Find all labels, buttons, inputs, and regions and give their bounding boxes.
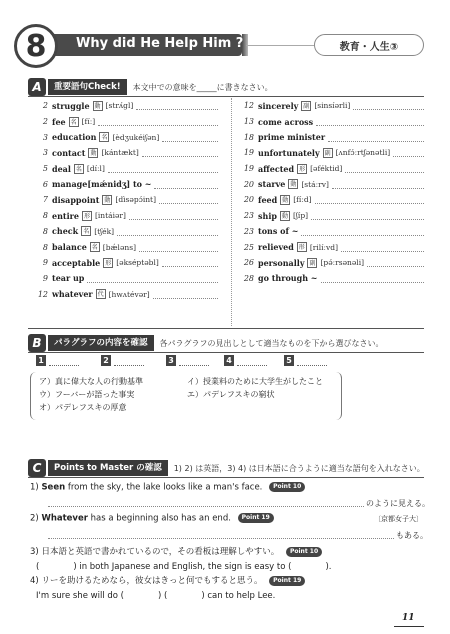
lesson-title: Why did He Help Him ? bbox=[76, 36, 244, 51]
pronunciation: [èdʒukéiʃən] bbox=[112, 132, 160, 142]
line-number: 3 bbox=[42, 132, 48, 142]
vocab-word: check bbox=[52, 226, 79, 237]
vocab-word: struggle bbox=[52, 100, 90, 111]
vocab-word: manage[mǽnidʒ] to ~ bbox=[52, 179, 152, 190]
pronunciation: [ʌnfɔ́ːrtʃənətli] bbox=[335, 148, 391, 158]
vocab-item bbox=[234, 145, 424, 161]
vocab-item bbox=[28, 98, 218, 114]
exercise-label: 3) bbox=[30, 547, 39, 557]
meaning-blank[interactable] bbox=[316, 117, 424, 126]
point-badge: Point 19 bbox=[238, 513, 274, 523]
section-b-header bbox=[28, 334, 384, 352]
section-a-rule bbox=[28, 96, 424, 97]
heading-choices bbox=[30, 372, 342, 420]
meaning-blank[interactable] bbox=[341, 243, 424, 252]
vocab-word: affected bbox=[258, 163, 295, 174]
part-of-speech: 形 bbox=[83, 212, 90, 220]
section-a-header bbox=[28, 78, 273, 96]
vocab-word: entire bbox=[52, 210, 79, 221]
line-number: 8 bbox=[42, 226, 48, 236]
vocab-item bbox=[28, 129, 218, 145]
answer-blank[interactable] bbox=[49, 356, 79, 366]
part-of-speech: 形 bbox=[299, 165, 306, 173]
meaning-blank[interactable] bbox=[328, 133, 424, 142]
line-number: 6 bbox=[42, 179, 48, 189]
line-number: 20 bbox=[243, 195, 254, 205]
line-number: 19 bbox=[243, 148, 254, 158]
section-a-instruction: 本文中での意味を_____に書きなさい。 bbox=[132, 82, 273, 92]
part-of-speech: 形 bbox=[105, 259, 112, 267]
part-of-speech: 代 bbox=[97, 291, 104, 299]
answer-blank[interactable] bbox=[297, 356, 327, 366]
lesson-header bbox=[14, 24, 424, 64]
meaning-blank[interactable] bbox=[321, 274, 425, 283]
line-number: 2 bbox=[42, 117, 48, 127]
part-of-speech: 名 bbox=[83, 228, 90, 236]
exercise-label: 1) bbox=[30, 482, 39, 493]
vocab-item bbox=[28, 255, 218, 271]
pronunciation: [rilíːvd] bbox=[309, 242, 339, 252]
answer-blank[interactable] bbox=[114, 356, 144, 366]
vocab-item bbox=[28, 239, 218, 255]
pronunciation: [hwʌtévər] bbox=[108, 289, 150, 299]
choice-item: オ）パデレフスキの厚意 bbox=[39, 403, 127, 412]
point-badge: Point 19 bbox=[269, 576, 305, 586]
vocab-item bbox=[28, 192, 218, 208]
vocab-word: whatever bbox=[52, 289, 93, 300]
paragraph-answer bbox=[101, 355, 144, 366]
meaning-blank[interactable] bbox=[393, 148, 424, 157]
vocab-word: education bbox=[52, 132, 97, 143]
answer-blank[interactable] bbox=[237, 356, 267, 366]
section-a-title: 重要語句Check! bbox=[48, 79, 127, 95]
vocab-word: sincerely bbox=[258, 100, 299, 111]
pronunciation: [tʃék] bbox=[94, 226, 115, 236]
vocab-word: unfortunately bbox=[258, 147, 320, 158]
pronunciation: [sinsíərli] bbox=[314, 101, 351, 111]
part-of-speech: 動 bbox=[104, 196, 111, 204]
vocab-word: relieved bbox=[258, 242, 294, 253]
paragraph-answer-row bbox=[36, 355, 376, 369]
lesson-number: 8 bbox=[14, 24, 58, 68]
line-number: 13 bbox=[243, 117, 254, 127]
vocab-word: come across bbox=[258, 116, 314, 127]
choice-item: ア）真に偉大な人の行動基準 bbox=[39, 377, 143, 386]
choice-row bbox=[39, 401, 333, 414]
vocab-list bbox=[28, 98, 424, 326]
part-of-speech: 副 bbox=[324, 149, 331, 157]
vocab-item bbox=[234, 129, 424, 145]
meaning-blank[interactable] bbox=[353, 101, 424, 110]
meaning-blank[interactable] bbox=[345, 164, 424, 173]
line-number: 9 bbox=[42, 273, 48, 283]
vocab-item bbox=[234, 192, 424, 208]
exercise-label: 4) bbox=[30, 576, 39, 586]
section-c-badge: C bbox=[28, 459, 46, 477]
section-c-instruction: 1) 2) は英語，3) 4) は日本語に合うように適当な語句を入れなさい。 bbox=[173, 463, 425, 473]
meaning-blank[interactable] bbox=[139, 243, 218, 252]
exercise-3-blank-sentence[interactable]: ( ) in both Japanese and English, the sign is easy to ( ). bbox=[36, 562, 332, 572]
paragraph-answer bbox=[166, 355, 209, 366]
paragraph-number: 2 bbox=[101, 355, 111, 366]
pronunciation: [fíː] bbox=[81, 117, 96, 127]
vocab-word: tear up bbox=[52, 273, 85, 284]
pronunciation: [strʌ́gl] bbox=[105, 101, 134, 111]
line-number: 23 bbox=[243, 226, 254, 236]
choice-item: ウ）フーバーが語った事実 bbox=[39, 390, 135, 399]
answer-line[interactable] bbox=[48, 506, 364, 507]
pronunciation: [kántækt] bbox=[101, 148, 139, 158]
vocab-word: acceptable bbox=[52, 257, 101, 268]
vocab-word: personally bbox=[258, 257, 305, 268]
paragraph-answer bbox=[36, 355, 79, 366]
vocab-item bbox=[234, 114, 424, 130]
vocab-item bbox=[28, 145, 218, 161]
section-c-header bbox=[28, 459, 425, 477]
meaning-blank[interactable] bbox=[142, 148, 218, 157]
meaning-blank[interactable] bbox=[117, 227, 218, 236]
page-number-rule bbox=[394, 626, 424, 627]
vocab-item bbox=[28, 161, 218, 177]
point-badge: Point 10 bbox=[286, 547, 322, 557]
vocab-item bbox=[28, 286, 218, 302]
meaning-blank[interactable] bbox=[162, 258, 218, 267]
vocab-word: prime minister bbox=[258, 132, 326, 143]
part-of-speech: 名 bbox=[101, 134, 108, 142]
vocab-word: go through ~ bbox=[258, 273, 318, 284]
line-number: 20 bbox=[243, 179, 254, 189]
answer-line[interactable] bbox=[48, 538, 394, 539]
section-b-instruction: 各パラグラフの見出しとして適当なものを下から選びなさい。 bbox=[159, 338, 384, 348]
exercise-sentence: 日本語と英語で書かれているので，その看板は理解しやすい。 bbox=[41, 547, 280, 557]
header-rule bbox=[246, 45, 314, 46]
meaning-blank[interactable] bbox=[311, 211, 424, 220]
line-number: 2 bbox=[42, 101, 48, 111]
exercise-sentence: from the sky, the lake looks like a man's face. bbox=[65, 482, 263, 493]
part-of-speech: 動 bbox=[290, 181, 297, 189]
point-badge: Point 10 bbox=[269, 482, 305, 492]
vocab-item bbox=[234, 98, 424, 114]
vocab-word: tons of ~ bbox=[258, 226, 299, 237]
part-of-speech: 名 bbox=[70, 118, 77, 126]
line-number: 8 bbox=[42, 242, 48, 252]
exercise-4 bbox=[30, 574, 305, 586]
section-b-badge: B bbox=[28, 334, 46, 352]
part-of-speech: 副 bbox=[309, 259, 316, 267]
part-of-speech: 形 bbox=[298, 244, 305, 252]
vocab-item bbox=[28, 224, 218, 240]
paragraph-number: 4 bbox=[224, 355, 234, 366]
exercise-label: 2) bbox=[30, 513, 39, 524]
vocab-item bbox=[234, 239, 424, 255]
vocab-item bbox=[234, 208, 424, 224]
exercise-keyword: Seen bbox=[41, 482, 66, 493]
meaning-blank[interactable] bbox=[332, 180, 424, 189]
pronunciation: [əkséptəbl] bbox=[116, 258, 159, 268]
part-of-speech: 動 bbox=[90, 149, 97, 157]
vocab-word: disappoint bbox=[52, 194, 100, 205]
answer-blank[interactable] bbox=[179, 356, 209, 366]
line-number: 3 bbox=[42, 148, 48, 158]
section-c-rule bbox=[28, 477, 424, 478]
vocab-item bbox=[234, 255, 424, 271]
vocab-word: feed bbox=[258, 194, 278, 205]
vocab-item bbox=[28, 114, 218, 130]
paragraph-number: 5 bbox=[284, 355, 294, 366]
line-number: 12 bbox=[37, 289, 48, 299]
meaning-blank[interactable] bbox=[108, 164, 218, 173]
pronunciation: [ʃíp] bbox=[292, 211, 309, 221]
pronunciation: [díːl] bbox=[86, 164, 105, 174]
vocab-column-right bbox=[234, 98, 424, 286]
pronunciation: [pə́ːrsənəli] bbox=[320, 258, 365, 268]
pronunciation: [əféktid] bbox=[310, 164, 343, 174]
meaning-blank[interactable] bbox=[159, 195, 218, 204]
part-of-speech: 動 bbox=[94, 102, 101, 110]
pronunciation: [bǽləns] bbox=[102, 242, 137, 252]
meaning-blank[interactable] bbox=[87, 274, 218, 283]
part-of-speech: 名 bbox=[75, 165, 82, 173]
line-number: 7 bbox=[42, 195, 48, 205]
choice-row bbox=[39, 375, 333, 388]
line-number: 5 bbox=[42, 164, 48, 174]
line-number: 23 bbox=[243, 211, 254, 221]
answer-suffix: のように見える。 bbox=[366, 499, 430, 508]
vocab-item bbox=[28, 208, 218, 224]
vocab-word: contact bbox=[52, 147, 86, 158]
part-of-speech: 副 bbox=[303, 102, 310, 110]
meaning-blank[interactable] bbox=[162, 133, 218, 142]
vocab-item bbox=[28, 176, 218, 192]
pronunciation: [stáːrv] bbox=[301, 179, 329, 189]
line-number: 19 bbox=[243, 164, 254, 174]
pronunciation: [fíːd] bbox=[293, 195, 312, 205]
section-c-title: Points to Master の確認 bbox=[48, 460, 168, 476]
pronunciation: [intáiər] bbox=[94, 211, 126, 221]
choice-item: イ）授業料のために大学生がしたこと bbox=[187, 377, 323, 386]
section-b-title: パラグラフの内容を確認 bbox=[48, 335, 154, 351]
part-of-speech: 動 bbox=[281, 212, 288, 220]
vocab-word: balance bbox=[52, 242, 87, 253]
meaning-blank[interactable] bbox=[136, 101, 218, 110]
vocab-word: deal bbox=[52, 163, 71, 174]
vocab-item bbox=[234, 271, 424, 287]
line-number: 12 bbox=[243, 101, 254, 111]
paragraph-answer bbox=[284, 355, 327, 366]
vocab-word: fee bbox=[52, 116, 66, 127]
exercise-sentence: リーを助けるためなら，彼女はきっと何でもすると思う。 bbox=[41, 576, 263, 586]
exercise-sentence: has a beginning also has an end. bbox=[87, 513, 231, 524]
vocab-item bbox=[234, 224, 424, 240]
line-number: 18 bbox=[243, 132, 254, 142]
pronunciation: [dìsəpɔ́int] bbox=[115, 195, 156, 205]
exercise-1 bbox=[30, 482, 305, 493]
meaning-blank[interactable] bbox=[129, 211, 218, 220]
line-number: 25 bbox=[243, 242, 254, 252]
meaning-blank[interactable] bbox=[153, 290, 218, 299]
choice-item: エ）パデレフスキの窮状 bbox=[187, 390, 275, 399]
exercise-3 bbox=[30, 545, 322, 557]
section-a-bottom-rule bbox=[28, 328, 424, 329]
vocab-column-left bbox=[28, 98, 218, 302]
meaning-blank[interactable] bbox=[367, 258, 424, 267]
line-number: 28 bbox=[243, 273, 254, 283]
vocab-word: ship bbox=[258, 210, 277, 221]
meaning-blank[interactable] bbox=[154, 180, 218, 189]
choice-row bbox=[39, 388, 333, 401]
exercise-4-blank-sentence[interactable]: I'm sure she will do ( ) ( ) can to help Lee. bbox=[36, 591, 276, 601]
paragraph-answer bbox=[224, 355, 267, 366]
line-number: 26 bbox=[243, 258, 254, 268]
meaning-blank[interactable] bbox=[98, 117, 218, 126]
exercise-keyword: Whatever bbox=[41, 513, 88, 524]
line-number: 9 bbox=[42, 258, 48, 268]
section-b-rule bbox=[28, 352, 424, 353]
vocab-item bbox=[234, 176, 424, 192]
part-of-speech: 動 bbox=[282, 196, 289, 204]
part-of-speech: 名 bbox=[91, 244, 98, 252]
line-number: 8 bbox=[42, 211, 48, 221]
section-a-badge: A bbox=[28, 78, 46, 96]
answer-suffix: もある。 bbox=[396, 531, 428, 540]
exercise-2 bbox=[30, 513, 274, 524]
vocab-word: starve bbox=[258, 179, 286, 190]
source-note: 〔京都女子大〕 bbox=[374, 515, 423, 523]
paragraph-number: 3 bbox=[166, 355, 176, 366]
vocab-divider bbox=[231, 98, 232, 326]
vocab-item bbox=[234, 161, 424, 177]
paragraph-number: 1 bbox=[36, 355, 46, 366]
lesson-category: 教育・人生③ bbox=[314, 34, 424, 56]
page-number: 11 bbox=[402, 613, 415, 623]
meaning-blank[interactable] bbox=[301, 227, 424, 236]
vocab-item bbox=[28, 271, 218, 287]
meaning-blank[interactable] bbox=[315, 195, 424, 204]
